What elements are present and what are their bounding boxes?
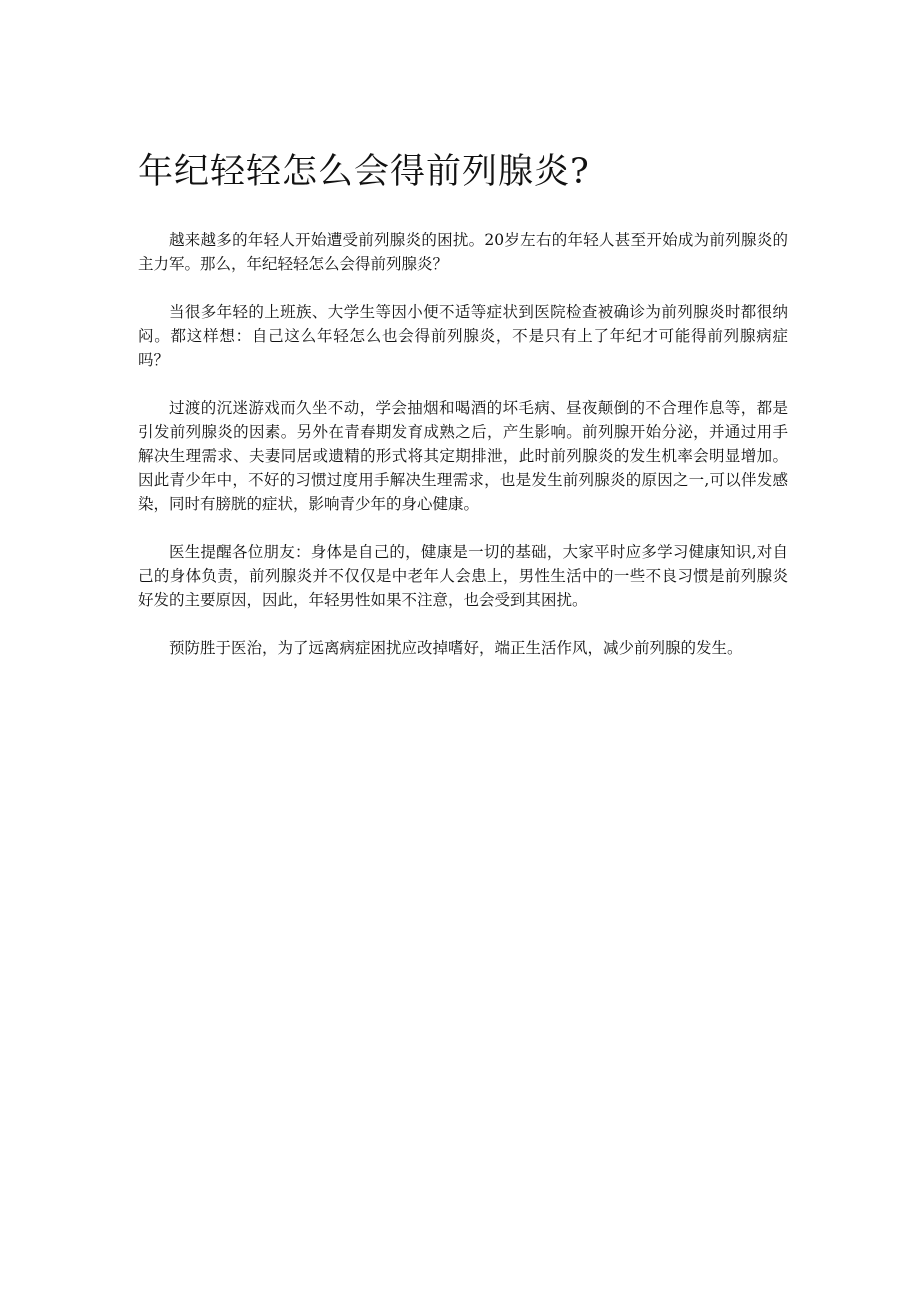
paragraph-prevention: 预防胜于医治，为了远离病症困扰应改掉嗜好，端正生活作风，减少前列腺的发生。: [169, 639, 743, 657]
paragraph-doctor-advice: 医生提醒各位朋友：身体是自己的，健康是一切的基础，大家平时应多学习健康知识,对自己的身体负责，前列腺炎并不仅仅是中老年人会患上，男性生活中的一些不良习惯是前列腺炎好发的主要原因，因此，年轻男性如果不注意，也会受到其困扰。: [138, 543, 788, 609]
document-body: [138, 228, 788, 660]
document-content: [138, 150, 788, 684]
paragraph-causes: 过渡的沉迷游戏而久坐不动，学会抽烟和喝酒的坏毛病、昼夜颠倒的不合理作息等，都是引发前列腺炎的因素。另外在青春期发育成熟之后，产生影响。前列腺开始分泌，并通过用手解决生理需求、夫妻同居或遗精的形式将其定期排泄，此时前列腺炎的发生机率会明显增加。因此青少年中，不好的习惯过度用手解决生理需求，也是发生前列腺炎的原因之一,可以伴发感染，同时有膀胱的症状，影响青少年的身心健康。: [138, 399, 788, 513]
paragraph-intro: 越来越多的年轻人开始遭受前列腺炎的困扰。20岁左右的年轻人甚至开始成为前列腺炎的主力军。那么，年纪轻轻怎么会得前列腺炎？: [138, 231, 788, 273]
paragraph-confusion: 当很多年轻的上班族、大学生等因小便不适等症状到医院检查被确诊为前列腺炎时都很纳闷。都这样想：自己这么年轻怎么也会得前列腺炎，不是只有上了年纪才可能得前列腺病症吗？: [138, 303, 788, 369]
page-title: 年纪轻轻怎么会得前列腺炎?: [138, 152, 590, 192]
